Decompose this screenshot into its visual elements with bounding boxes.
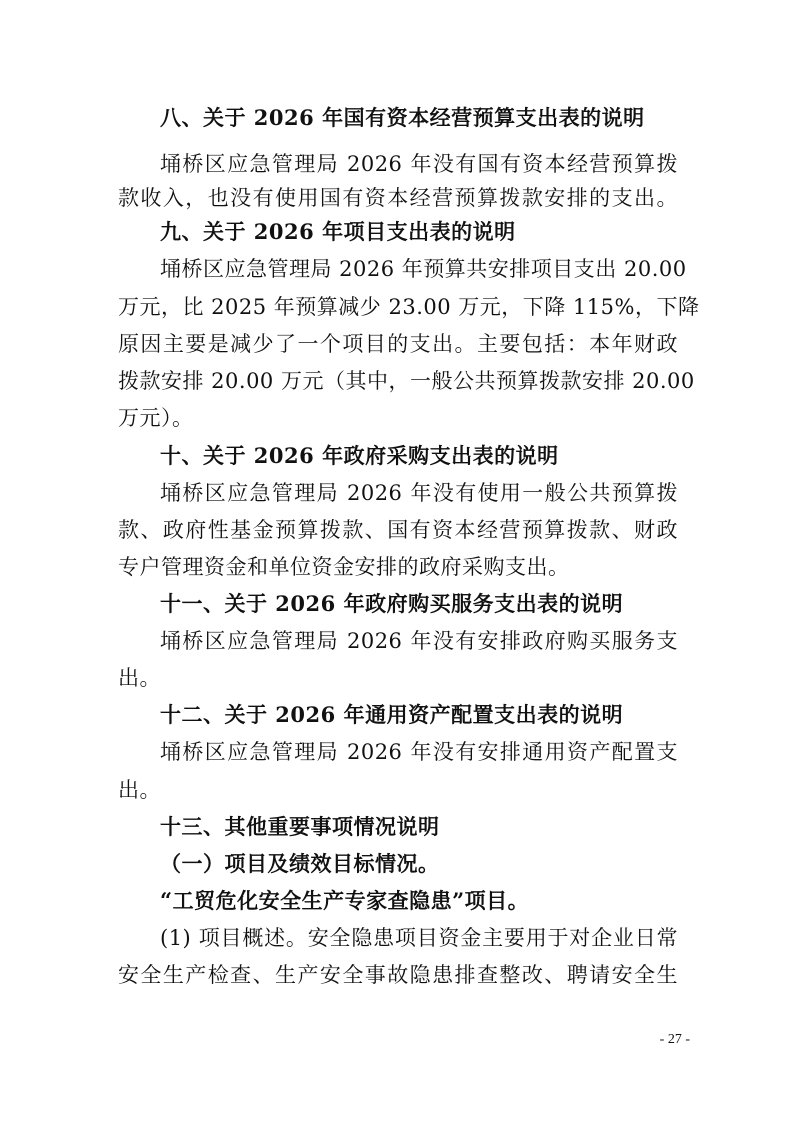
section-heading-10: 十、关于 2026 年政府采购支出表的说明: [160, 443, 559, 468]
paragraph-line: 拨款安排 20.00 万元（其中，一般公共预算拨款安排 20.00: [118, 369, 695, 393]
paragraph-line: 安全生产检查、生产安全事故隐患排查整改、聘请安全生: [118, 963, 678, 987]
section-heading-13: 十三、其他重要事项情况说明: [160, 814, 440, 839]
paragraph-line: 埇桥区应急管理局 2026 年没有安排政府购买服务支: [160, 629, 678, 653]
paragraph-line: 款、政府性基金预算拨款、国有资本经营预算拨款、财政: [118, 518, 678, 542]
paragraph-line: 出。: [118, 778, 161, 802]
paragraph-line: 埇桥区应急管理局 2026 年没有国有资本经营预算拨: [160, 152, 678, 176]
subsection-heading: （一）项目及绩效目标情况。: [160, 851, 440, 876]
page-number: - 27 -: [659, 1032, 690, 1047]
paragraph-line: (1) 项目概述。安全隐患项目资金主要用于对企业日常: [160, 926, 678, 950]
section-heading-8: 八、关于 2026 年国有资本经营预算支出表的说明: [160, 105, 645, 130]
project-title: “工贸危化安全生产专家查隐患”项目。: [160, 888, 530, 913]
paragraph-line: 埇桥区应急管理局 2026 年没有使用一般公共预算拨: [160, 481, 678, 505]
paragraph-line: 埇桥区应急管理局 2026 年预算共安排项目支出 20.00: [160, 257, 687, 281]
paragraph-line: 专户管理资金和单位资金安排的政府采购支出。: [118, 555, 570, 579]
paragraph-line: 款收入，也没有使用国有资本经营预算拨款安排的支出。: [118, 186, 678, 210]
paragraph-line: 埇桥区应急管理局 2026 年没有安排通用资产配置支: [160, 740, 678, 764]
paragraph-line: 万元）。: [118, 406, 194, 430]
section-heading-11: 十一、关于 2026 年政府购买服务支出表的说明: [160, 591, 624, 616]
paragraph-line: 原因主要是减少了一个项目的支出。主要包括：本年财政: [118, 332, 678, 356]
section-heading-12: 十二、关于 2026 年通用资产配置支出表的说明: [160, 702, 624, 727]
section-heading-9: 九、关于 2026 年项目支出表的说明: [160, 219, 516, 244]
paragraph-line: 出。: [118, 666, 161, 690]
paragraph-line: 万元，比 2025 年预算减少 23.00 万元，下降 115%，下降: [118, 295, 700, 319]
